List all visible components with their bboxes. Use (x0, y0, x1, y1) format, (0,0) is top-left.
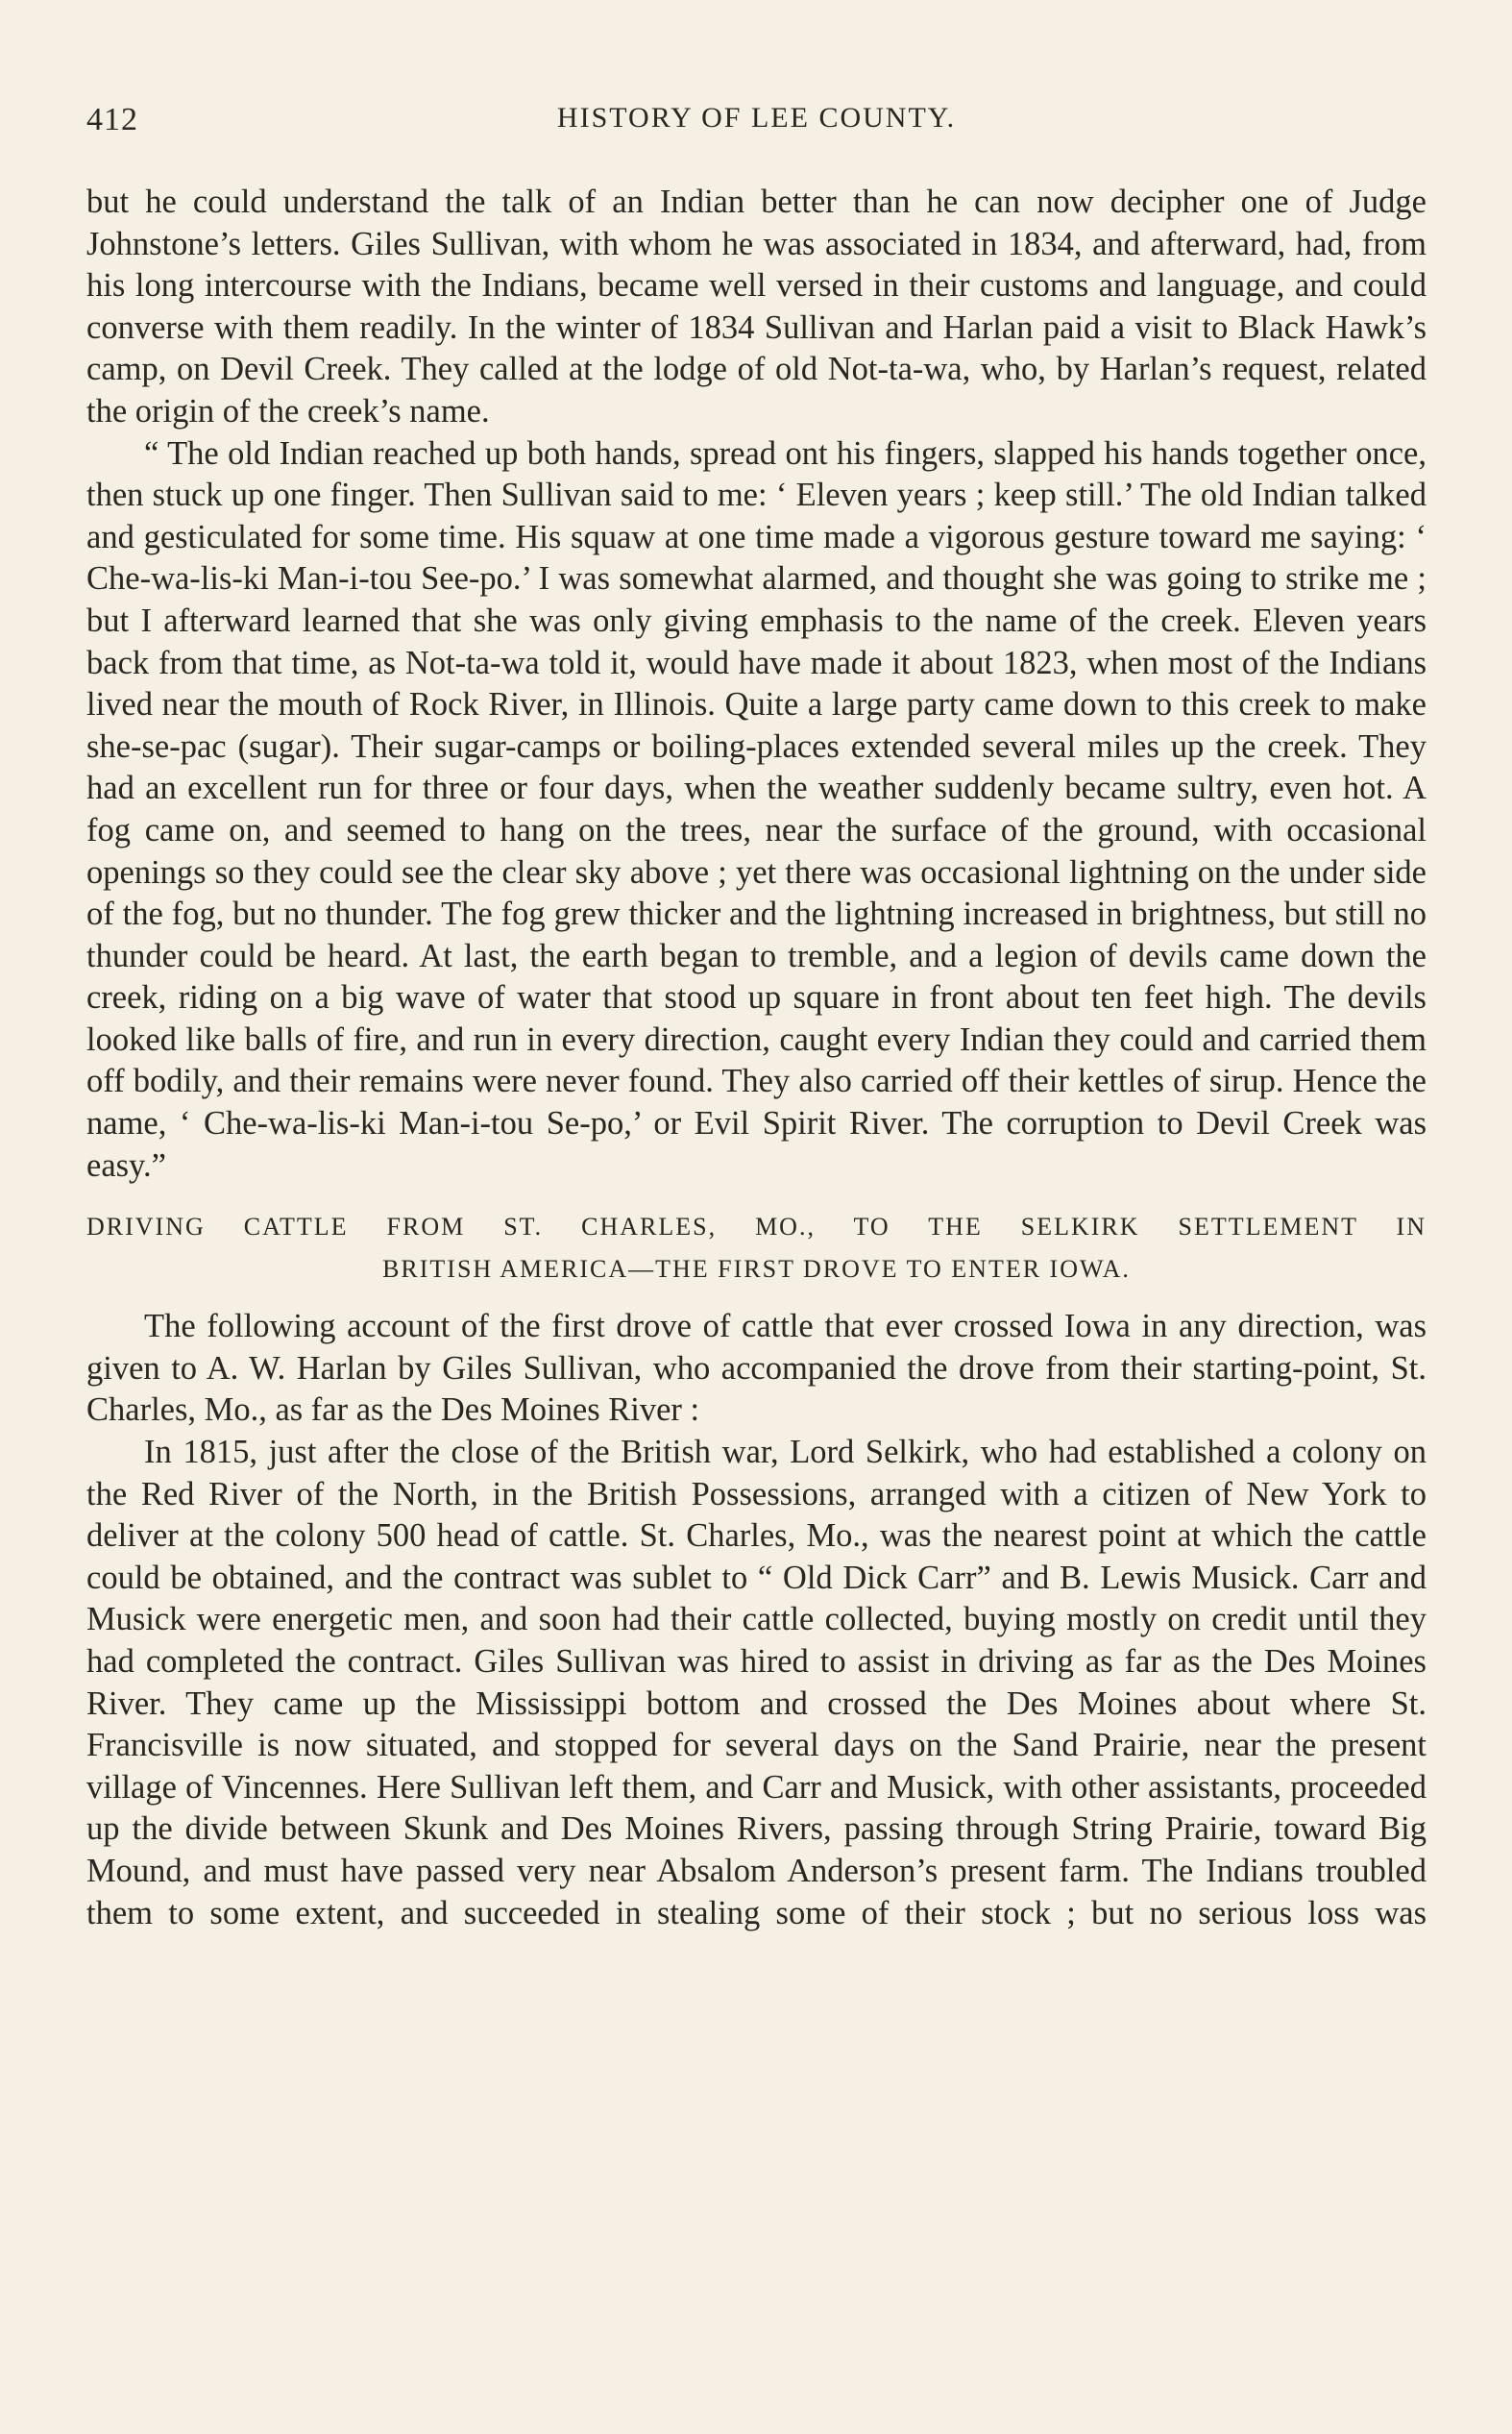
section-heading (86, 1206, 1427, 1291)
section-heading-line-2: BRITISH AMERICA—THE FIRST DROVE TO ENTER IOWA. (382, 1255, 1131, 1284)
section-heading-line-1: DRIVING CATTLE FROM ST. CHARLES, MO., TO THE SELKIRK SETTLEMENT IN (86, 1213, 1427, 1242)
page-number: 412 (86, 102, 138, 137)
paragraph-devil-creek-legend: “ The old Indian reached up both hands, spread ont his fingers, slapped his hands together once, then stuck up one finger. Then Sullivan said to me: ‘ Eleven years ; keep still.’ The old Indian talked and gesticulated for some time. His squaw at one time made a vigorous gesture toward me saying: ‘ Che-wa-lis-ki Man-i-tou See-po.’ I was somewhat alarmed, and thought she was going to strike me ; but I afterward learned that she was only giving emphasis to the name of the creek. Eleven years back from that time, as Not-ta-wa told it, would have made it about 1823, when most of the Indians lived near the mouth of Rock River, in Illinois. Quite a large party came down to this creek to make she-se-pac (sugar). Their sugar-camps or boiling-places extended several miles up the creek. They had an excellent run for three or four days, when the weather suddenly became sultry, even hot. A fog came on, and seemed to hang on the trees, near the surface of the ground, with occasional openings so they could see the clear sky above ; yet there was occasional lightning on the under side of the fog, but no thunder. The fog grew thicker and the lightning increased in brightness, but still no thunder could be heard. At last, the earth began to tremble, and a legion of devils came down the creek, riding on a big wave of water that stood up square in front about ten feet high. The devils looked like balls of fire, and run in every direction, caught every Indian they could and carried them off bodily, and their remains were never found. They also carried off their kettles of sirup. Hence the name, ‘ Che-wa-lis-ki Man-i-tou Se-po,’ or Evil Spirit River. The corruption to Devil Creek was easy.” (86, 434, 1427, 1184)
paragraph-first-drove-intro: The following account of the first drove of cattle that ever crossed Iowa in any direction, was given to A. W. Harlan by Giles Sullivan, who accompanied the drove from their starting-point, St. Charles, Mo., as far as the Des Moines River : (86, 1308, 1427, 1429)
running-head (86, 102, 1427, 140)
paragraph-harlan-sullivan: but he could understand the talk of an Indian better than he can now decipher one of Judge Johnstone’s letters. Giles Sullivan, with whom he was associated in 1834, and afterward, had, from his long intercourse with the Indians, became well versed in their customs and language, and could converse with them readily. In the winter of 1834 Sullivan and Harlan paid a visit to Black Hawk’s camp, on Devil Creek. They called at the lodge of old Not-ta-wa, who, by Harlan’s request, related the origin of the creek’s name. (86, 184, 1427, 430)
paragraph-selkirk-cattle: In 1815, just after the close of the British war, Lord Selkirk, who had established a colony on the Red River of the North, in the British Possessions, arranged with a citizen of New York to deliver at the colony 500 head of cattle. St. Charles, Mo., was the nearest point at which the cattle could be obtained, and the contract was sublet to “ Old Dick Carr” and B. Lewis Musick. Carr and Musick were energetic men, and soon had their cattle collected, buying mostly on credit until they had completed the contract. Giles Sullivan was hired to assist in driving as far as the Des Moines River. They came up the Mississippi bottom and crossed the Des Moines about where St. Francisville is now situated, and stopped for several days on the Sand Prairie, near the present village of Vincennes. Here Sullivan left them, and Carr and Musick, with other assistants, proceeded up the divide between Skunk and Des Moines Rivers, passing through String Prairie, toward Big Mound, and must have passed very near Absalom Anderson’s present farm. The Indians troubled them to some extent, and succeeded in stealing some of their stock ; but no serious loss was (86, 1434, 1427, 1931)
running-title: HISTORY OF LEE COUNTY. (556, 102, 957, 134)
body-text (86, 182, 1427, 1934)
